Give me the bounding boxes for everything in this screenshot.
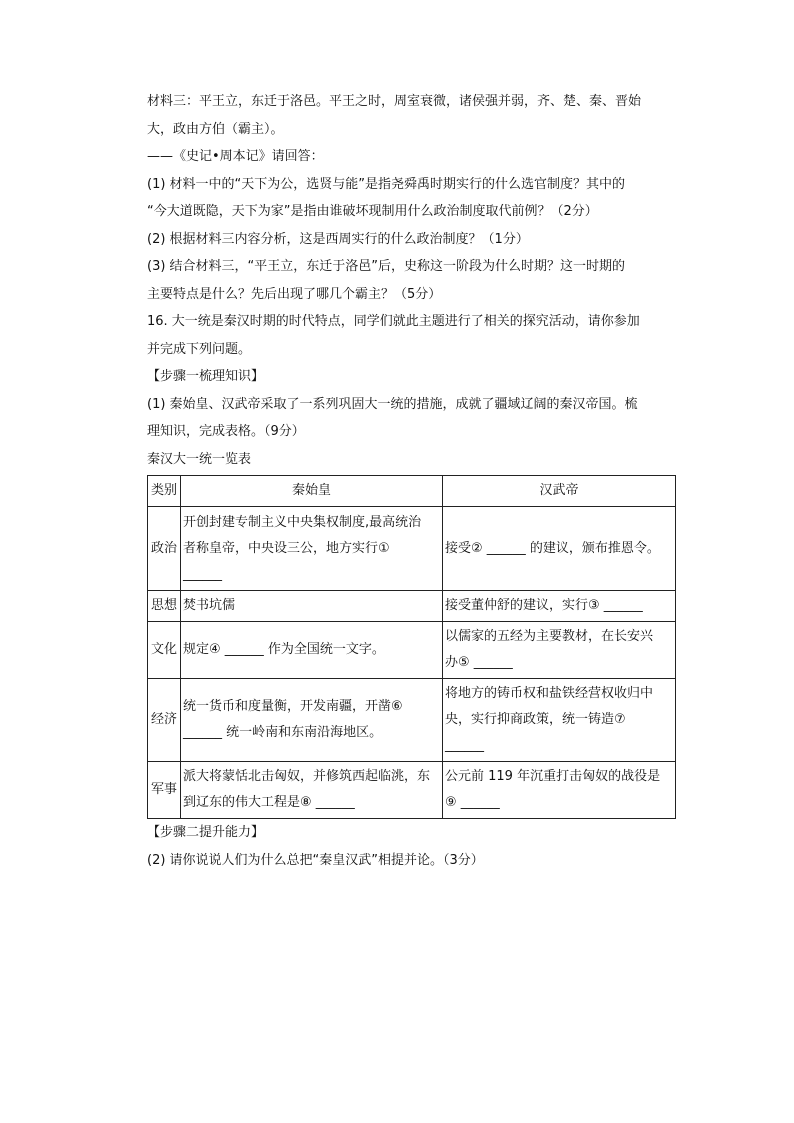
category-cell: 政治 [148,507,181,591]
cell-line: 统一货币和度量衡，开发南疆，开凿⑥ [183,699,403,714]
q15-3-line1: (3) 结合材料三，“平王立，东迁于洛邑”后，史称这一阶段为什么时期？这一时期的 [147,259,626,274]
q16-1-line1: (1) 秦始皇、汉武帝采取了一系列巩固大一统的措施，成就了疆域辽阔的秦汉帝国。梳 [147,396,638,412]
cell-line: 者称皇帝，中央设三公，地方实行① [183,540,390,556]
q16-intro-line2: 并完成下列问题。 [147,341,252,357]
cell-line: 将地方的铸币权和盐铁经营权收归中 [445,686,654,701]
step2-heading: 【步骤二提升能力】 [147,825,265,840]
table-row-culture [148,622,676,679]
cell-line: ______ 统一岭南和东南沿海地区。 [183,725,383,740]
cell-line: ⑨ ______ [445,795,500,810]
han-cell [443,591,676,622]
q15-1-line1: (1) 材料一中的“天下为公，选贤与能”是指尧舜禹时期实行的什么选官制度？其中的 [147,176,626,192]
category-cell: 思想 [148,591,181,622]
header-han: 汉武帝 [443,476,676,507]
qin-cell [181,591,443,622]
cell-line: 以儒家的五经为主要教材，在长安兴 [445,629,654,644]
qin-cell [181,622,443,679]
cell-line: 规定④ ______ 作为全国统一文字。 [183,642,385,657]
source-citation: ——《史记•周本记》请回答： [147,149,324,164]
han-cell [443,507,676,591]
table-row-thought [148,591,676,622]
cell-line: 公元前 119 年沉重打击匈奴的战役是 [445,769,661,784]
qin-cell [181,507,443,591]
cell-line: 焚书坑儒 [183,598,236,613]
header-category: 类别 [148,476,181,507]
answer-blank: ______ [445,738,484,753]
q16-2: (2) 请你说说人们为什么总把“秦皇汉武”相提并论。（3分） [147,852,484,868]
qin-cell [181,679,443,762]
material3-line1: 材料三：平王立，东迁于洛邑。平王之时，周室衰微，诸侯强并弱，齐、楚、秦、晋始 [147,94,642,109]
han-cell [443,762,676,819]
table-row-military [148,762,676,819]
cell-line: 开创封建专制主义中央集权制度,最高统治 [183,514,422,530]
header-qin: 秦始皇 [181,476,443,507]
category-cell: 经济 [148,679,181,762]
table-header-row [148,476,676,507]
step1-heading: 【步骤一梳理知识】 [147,369,265,384]
q15-1-line2: “今大道既隐，天下为家”是指由谁破坏现制用什么政治制度取代前例？（2分） [147,204,598,219]
cell-line: 办⑤ ______ [445,655,513,670]
document-page [147,88,677,874]
q16-intro-line1: 16. 大一统是秦汉时期的时代特点，同学们就此主题进行了相关的探究活动，请你参加 [147,314,640,329]
cell-line: 到辽东的伟大工程是⑧ ______ [183,795,355,810]
category-cell: 军事 [148,762,181,819]
qin-cell [181,762,443,819]
table-title: 秦汉大一统一览表 [147,451,252,467]
q16-1-line2: 理知识，完成表格。（9分） [147,424,305,439]
answer-blank: ______ [183,566,222,582]
han-cell [443,622,676,679]
table-row-politics [148,507,676,591]
cell-line: 接受董仲舒的建议，实行③ ______ [445,598,643,613]
han-cell [443,679,676,762]
material3-line2: 大，政由方伯（霸主）。 [147,121,284,137]
q15-3-line2: 主要特点是什么？先后出现了哪几个霸主？（5分） [147,286,442,302]
cell-line: 派大将蒙恬北击匈奴，并修筑西起临洮，东 [183,769,431,784]
q15-2: (2) 根据材料三内容分析，这是西周实行的什么政治制度？（1分） [147,231,529,247]
cell-line: 接受② ______ 的建议，颁布推恩令。 [445,540,660,556]
category-cell: 文化 [148,622,181,679]
table-row-economy [148,679,676,762]
cell-line: 央，实行抑商政策，统一铸造⑦ [445,712,626,727]
qin-han-table [147,475,676,819]
